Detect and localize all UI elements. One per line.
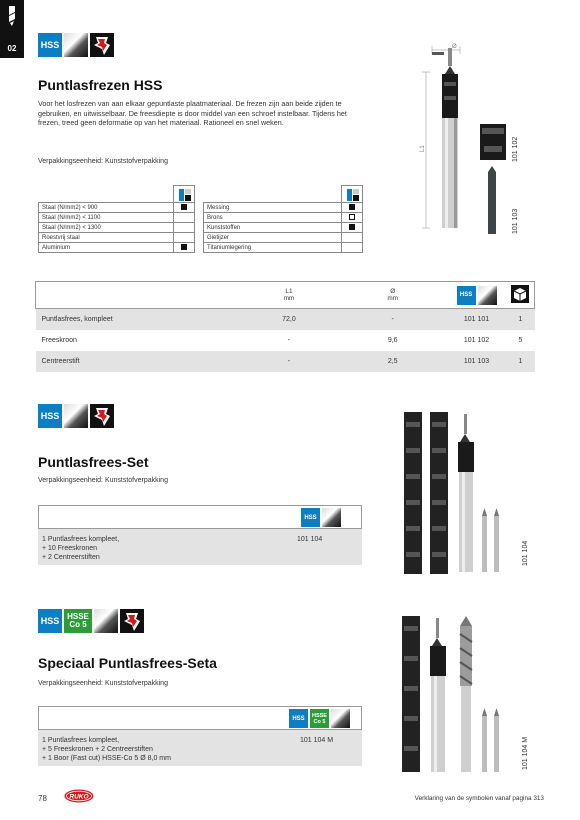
table-row <box>36 351 535 372</box>
metal-surface-icon <box>322 508 341 527</box>
col-diameter-unit: mm <box>387 295 399 302</box>
diameter-value: 9,6 <box>387 336 398 344</box>
symbol-explanation-note: Verklaring van de symbolen vanaf pagina 313 <box>414 795 544 802</box>
hsse-co5-badge: HSSE Co 5 <box>310 709 329 728</box>
material-suitability <box>342 233 363 243</box>
material-name: Aluminium <box>39 243 174 253</box>
material-icon <box>347 189 357 199</box>
set-content-line: 1 Puntlasfrees kompleet, <box>42 536 120 543</box>
page-number: 78 <box>38 794 47 803</box>
material-row <box>39 223 195 233</box>
material-suitability <box>174 203 195 213</box>
diameter-value: 2,5 <box>339 351 447 372</box>
article-number: 101 101 <box>447 309 507 330</box>
material-row <box>204 203 363 213</box>
filled-square-icon <box>181 244 187 250</box>
symbol-row-1 <box>38 33 114 57</box>
special-set-image-label: 101 104 M <box>522 736 529 770</box>
set-product-image <box>398 408 508 578</box>
drill-icon <box>6 6 18 26</box>
set-content-list <box>42 736 171 763</box>
set-article-number: 101 104 M <box>300 737 334 744</box>
col-article-header <box>447 286 507 305</box>
material-suitability <box>342 203 363 213</box>
spot-weld-cutter-icon <box>120 609 144 633</box>
spot-weld-cutter-icon <box>90 404 114 428</box>
material-table-right <box>203 185 363 253</box>
open-square-icon <box>349 214 355 220</box>
hss-badge: HSS <box>457 286 476 305</box>
table-row <box>36 309 535 330</box>
section3-title: Speciaal Puntlasfrees-Seta <box>38 655 217 671</box>
set-content-line: + 10 Freeskronen <box>42 545 98 552</box>
metal-surface-icon <box>64 404 88 428</box>
package-icon <box>511 285 529 303</box>
package-quantity: 5 <box>518 336 523 344</box>
material-name: Staal (N/mm2) < 1100 <box>39 213 174 223</box>
material-suitability <box>342 243 363 253</box>
chapter-tab <box>0 0 24 58</box>
material-name: Kunststoffen <box>204 223 342 233</box>
set-table-row <box>38 529 362 565</box>
set-image-label: 101 104 <box>522 540 529 566</box>
length-value: 72,0 <box>239 309 339 330</box>
set-table-row <box>38 730 362 766</box>
hsse-co5-badge: HSSE Co 5 <box>64 609 92 633</box>
material-row <box>204 243 363 253</box>
spot-weld-cutter-icon <box>90 33 114 57</box>
material-row <box>204 223 363 233</box>
material-row <box>39 243 195 253</box>
material-row <box>39 233 195 243</box>
article-number: 101 103 <box>447 351 507 372</box>
material-name: Titaniumlegering <box>204 243 342 253</box>
material-row <box>204 213 363 223</box>
material-suitability <box>342 213 363 223</box>
hss-badge: HSS <box>38 33 62 57</box>
material-suitability <box>174 243 195 253</box>
filled-square-icon <box>181 204 187 210</box>
material-suitability <box>174 223 195 233</box>
section1-title: Puntlasfrezen HSS <box>38 77 163 93</box>
set-content-line: + 1 Boor (Fast cut) HSSE-Co 5 Ø 8,0 mm <box>42 755 171 762</box>
filled-square-icon <box>349 204 355 210</box>
section2-set-table <box>38 505 362 565</box>
hss-badge: HSS <box>38 404 62 428</box>
section2-packaging: Verpakkingseenheid: Kunststofverpakking <box>38 477 168 484</box>
svg-text:RUKO: RUKO <box>69 793 89 801</box>
material-name: Roestvrij staal <box>39 233 174 243</box>
material-row <box>204 233 363 243</box>
metal-surface-icon <box>94 609 118 633</box>
set-content-list <box>42 535 119 562</box>
section3-packaging: Verpakkingseenheid: Kunststofverpakking <box>38 680 168 687</box>
symbol-row-2 <box>38 404 114 428</box>
filled-square-icon <box>349 224 355 230</box>
material-name: Brons <box>204 213 342 223</box>
material-icon <box>179 189 189 199</box>
col-l1-header: L1 <box>285 288 293 295</box>
material-suitability <box>174 213 195 223</box>
length-value: - <box>287 336 291 344</box>
hss-badge: HSS <box>38 609 62 633</box>
section3-set-table <box>38 706 362 766</box>
set-table-header <box>38 706 362 730</box>
article-number: 101 102 <box>463 336 490 344</box>
set-table-header <box>38 505 362 529</box>
col-l1-unit: mm <box>283 295 295 302</box>
material-name: Messing <box>204 203 342 213</box>
special-set-product-image <box>398 612 508 777</box>
metal-surface-icon <box>478 286 497 305</box>
product-name: Centreerstift <box>36 351 240 372</box>
hss-badge: HSS <box>289 709 308 728</box>
material-name: Staal (N/mm2) < 1300 <box>39 223 174 233</box>
section1-description: Voor het losfrezen van aan elkaar gepuntlaste plaatmateriaal. De frezen zijn aan beide zijden te gebruiken, en uitwisselbaar. De freesdiepte is door middel van een schroef instelbaar. Tijdens het frezen, treed geen deformatie op van het materiaal. Rationeel en snel weken. <box>38 99 347 128</box>
set-article-number: 101 104 <box>297 536 323 543</box>
material-row <box>39 213 195 223</box>
material-name: Staal (N/mm2) < 900 <box>39 203 174 213</box>
diameter-value: - <box>339 309 447 330</box>
material-name: Gietijzer <box>204 233 342 243</box>
material-suitability <box>174 233 195 243</box>
section1-packaging: Verpakkingseenheid: Kunststofverpakking <box>38 158 168 165</box>
table-row <box>36 330 535 351</box>
col-diameter-header: Ø <box>390 288 396 295</box>
package-quantity: 1 <box>507 309 535 330</box>
drawing-diameter-label: Ø <box>452 44 457 50</box>
drawing-part-101103-label: 101 103 <box>512 208 519 234</box>
product-name: Freeskroon <box>41 336 77 344</box>
product-table <box>35 281 535 372</box>
metal-surface-icon <box>331 709 350 728</box>
set-content-line: + 5 Freeskronen + 2 Centreerstiften <box>42 746 153 753</box>
drawing-l1-label: L1 <box>420 145 426 152</box>
material-table-left <box>38 185 195 253</box>
product-name: Puntlasfrees, kompleet <box>36 309 240 330</box>
material-row <box>39 203 195 213</box>
set-content-line: 1 Puntlasfrees kompleet, <box>42 737 120 744</box>
length-value: - <box>239 351 339 372</box>
ruko-logo <box>64 789 94 803</box>
set-content-line: + 2 Centreerstiften <box>42 554 100 561</box>
symbol-row-3 <box>38 609 144 633</box>
package-quantity: 1 <box>507 351 535 372</box>
drawing-part-101102-label: 101 102 <box>512 136 519 162</box>
chapter-number: 02 <box>7 44 17 53</box>
section2-title: Puntlasfrees-Set <box>38 454 149 470</box>
hss-badge: HSS <box>301 508 320 527</box>
metal-surface-icon <box>64 33 88 57</box>
material-suitability <box>342 223 363 233</box>
